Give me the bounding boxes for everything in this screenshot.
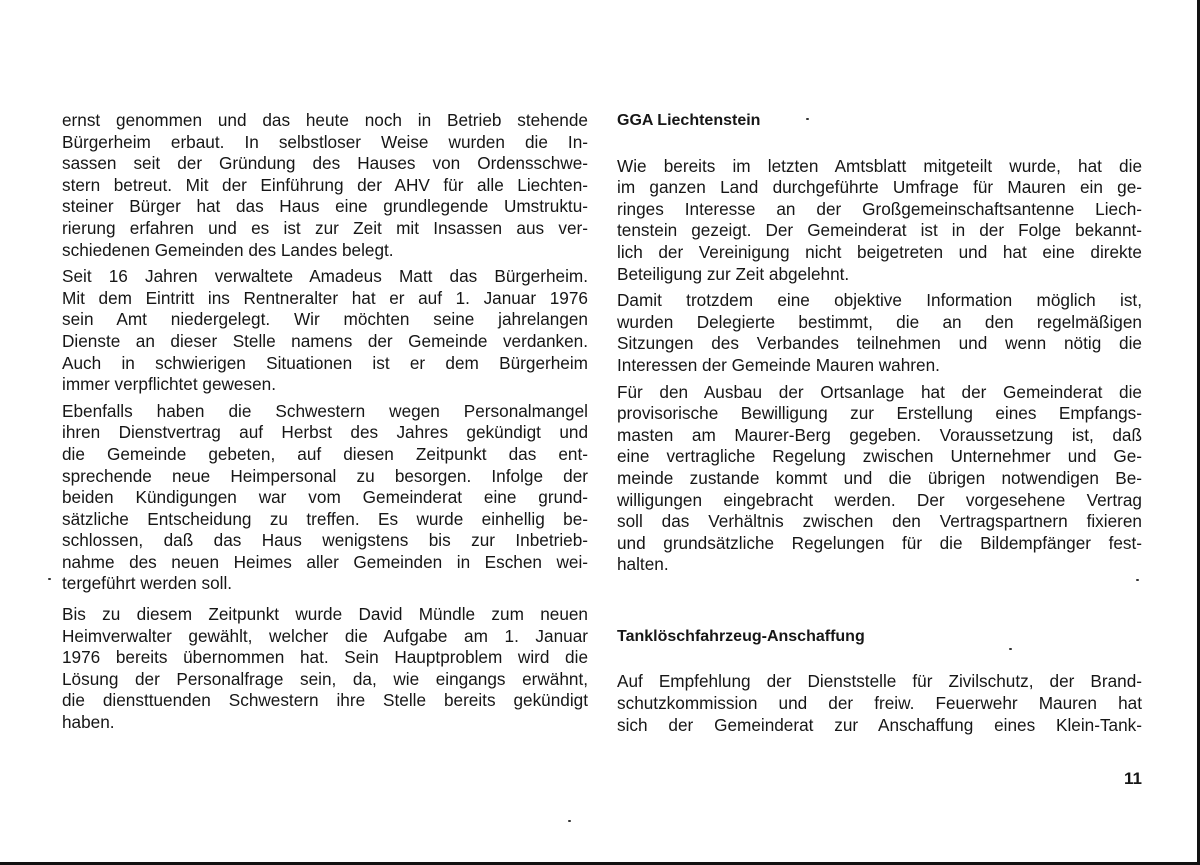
- text-line: sassen seit der Gründung des Hauses von Ordensschwe-: [62, 153, 588, 174]
- text-line: sein Amt niedergelegt. Wir möchten seine jahrelangen: [62, 309, 588, 330]
- text-line: provisorische Bewilligung zur Erstellung eines Empfangs-: [617, 403, 1142, 424]
- paragraph: [62, 604, 588, 734]
- text-line: Ebenfalls haben die Schwestern wegen Personalmangel: [62, 400, 588, 421]
- text-line: lich der Vereinigung nicht beigetreten und hat eine direkte: [617, 241, 1142, 262]
- text-line: schlossen, daß das Haus wenigstens bis zur Inbetrieb-: [62, 530, 588, 551]
- text-line: Für den Ausbau der Ortsanlage hat der Gemeinderat die: [617, 381, 1142, 402]
- paragraph: [62, 401, 588, 595]
- text-line: wurden Delegierte bestimmt, die an den regelmäßigen: [617, 311, 1142, 332]
- text-line: ihren Dienstvertrag auf Herbst des Jahres gekündigt und: [62, 422, 588, 443]
- right-column: [617, 110, 1142, 736]
- text-line: Interessen der Gemeinde Mauren wahren.: [617, 354, 940, 375]
- scan-speck: [568, 820, 571, 822]
- scan-speck: [1009, 648, 1012, 650]
- text-line: Sitzungen des Verbandes teilnehmen und wenn nötig die: [617, 333, 1142, 354]
- text-line: 1976 bereits übernommen hat. Sein Hauptproblem wird die: [62, 647, 588, 668]
- text-line: stern betreut. Mit der Einführung der AHV für alle Liechten-: [62, 174, 588, 195]
- text-line: halten.: [617, 554, 669, 575]
- text-line: soll das Verhältnis zwischen den Vertragspartnern fixieren: [617, 511, 1142, 532]
- text-line: im ganzen Land durchgeführte Umfrage für Mauren ein ge-: [617, 177, 1142, 198]
- text-line: sätzliche Entscheidung zu treffen. Es wurde einhellig be-: [62, 508, 588, 529]
- text-line: rierung erfahren und es ist zur Zeit mit Insassen aus ver-: [62, 217, 588, 238]
- paragraph: [617, 290, 1142, 376]
- paragraph: [617, 156, 1142, 286]
- text-line: Bürgerheim erbaut. In selbstloser Weise wurden die In-: [62, 131, 588, 152]
- text-line: sich der Gemeinderat zur Anschaffung eines Klein-Tank-: [617, 714, 1142, 735]
- text-line: die diensttuenden Schwestern ihre Stelle bereits gekündigt: [62, 690, 588, 711]
- text-line: tergeführt werden soll.: [62, 573, 233, 594]
- text-line: schutzkommission und der freiw. Feuerwehr Mauren hat: [617, 693, 1142, 714]
- text-line: Dienste an dieser Stelle namens der Gemeinde verdanken.: [62, 330, 588, 351]
- scan-speck: [48, 578, 51, 580]
- text-line: schiedenen Gemeinden des Landes belegt.: [62, 239, 394, 260]
- text-line: Beteiligung zur Zeit abgelehnt.: [617, 263, 850, 284]
- text-line: ringes Interesse an der Großgemeinschaftsantenne Liech-: [617, 198, 1142, 219]
- text-line: und grundsätzliche Regelungen für die Bildempfänger fest-: [617, 532, 1142, 553]
- text-line: nahme des neuen Heimes aller Gemeinden in Eschen wei-: [62, 551, 588, 572]
- text-line: sprechende neue Heimpersonal zu besorgen. Infolge der: [62, 465, 588, 486]
- left-column: [62, 110, 588, 734]
- text-line: immer verpflichtet gewesen.: [62, 374, 276, 395]
- text-line: Wie bereits im letzten Amtsblatt mitgeteilt wurde, hat die: [617, 155, 1142, 176]
- text-line: tenstein gezeigt. Der Gemeinderat ist in der Folge bekannt-: [617, 220, 1142, 241]
- text-line: Mit dem Eintritt ins Rentneralter hat er auf 1. Januar 1976: [62, 287, 588, 308]
- text-line: meinde zustande kommt und die übrigen notwendigen Be-: [617, 467, 1142, 488]
- text-line: Bis zu diesem Zeitpunkt wurde David Mündle zum neuen: [62, 604, 588, 625]
- text-line: Auf Empfehlung der Dienststelle für Zivilschutz, der Brand-: [617, 671, 1142, 692]
- text-line: Lösung der Personalfrage sein, da, wie eingangs erwähnt,: [62, 668, 588, 689]
- text-line: haben.: [62, 712, 115, 733]
- paragraph: [62, 110, 588, 261]
- scan-speck: [1136, 579, 1139, 581]
- section-heading-gga: GGA Liechtenstein: [617, 112, 761, 129]
- text-line: masten am Maurer-Berg gegeben. Voraussetzung ist, daß: [617, 424, 1142, 445]
- text-line: Heimverwalter gewählt, welcher die Aufgabe am 1. Januar: [62, 625, 588, 646]
- text-line: eine vertragliche Regelung zwischen Unternehmer und Ge-: [617, 446, 1142, 467]
- text-line: ernst genommen und das heute noch in Betrieb stehende: [62, 110, 588, 130]
- text-line: Seit 16 Jahren verwaltete Amadeus Matt das Bürgerheim.: [62, 266, 588, 287]
- text-line: steiner Bürger hat das Haus eine grundlegende Umstruktu-: [62, 196, 588, 217]
- page-number: 11: [1124, 769, 1142, 788]
- paragraph: [617, 671, 1142, 736]
- section-heading-tankloeschfahrzeug: Tanklöschfahrzeug-Anschaffung: [617, 627, 865, 645]
- paragraph: [617, 382, 1142, 576]
- text-line: Auch in schwierigen Situationen ist er dem Bürgerheim: [62, 352, 588, 373]
- text-line: beiden Kündigungen war vom Gemeinderat eine grund-: [62, 487, 588, 508]
- text-line: die Gemeinde gebeten, auf diesen Zeitpunkt das ent-: [62, 443, 588, 464]
- scan-speck: [806, 118, 809, 120]
- text-line: willigungen eingebracht werden. Der vorgesehene Vertrag: [617, 489, 1142, 510]
- paragraph: [62, 266, 588, 396]
- text-line: Damit trotzdem eine objektive Information möglich ist,: [617, 290, 1142, 311]
